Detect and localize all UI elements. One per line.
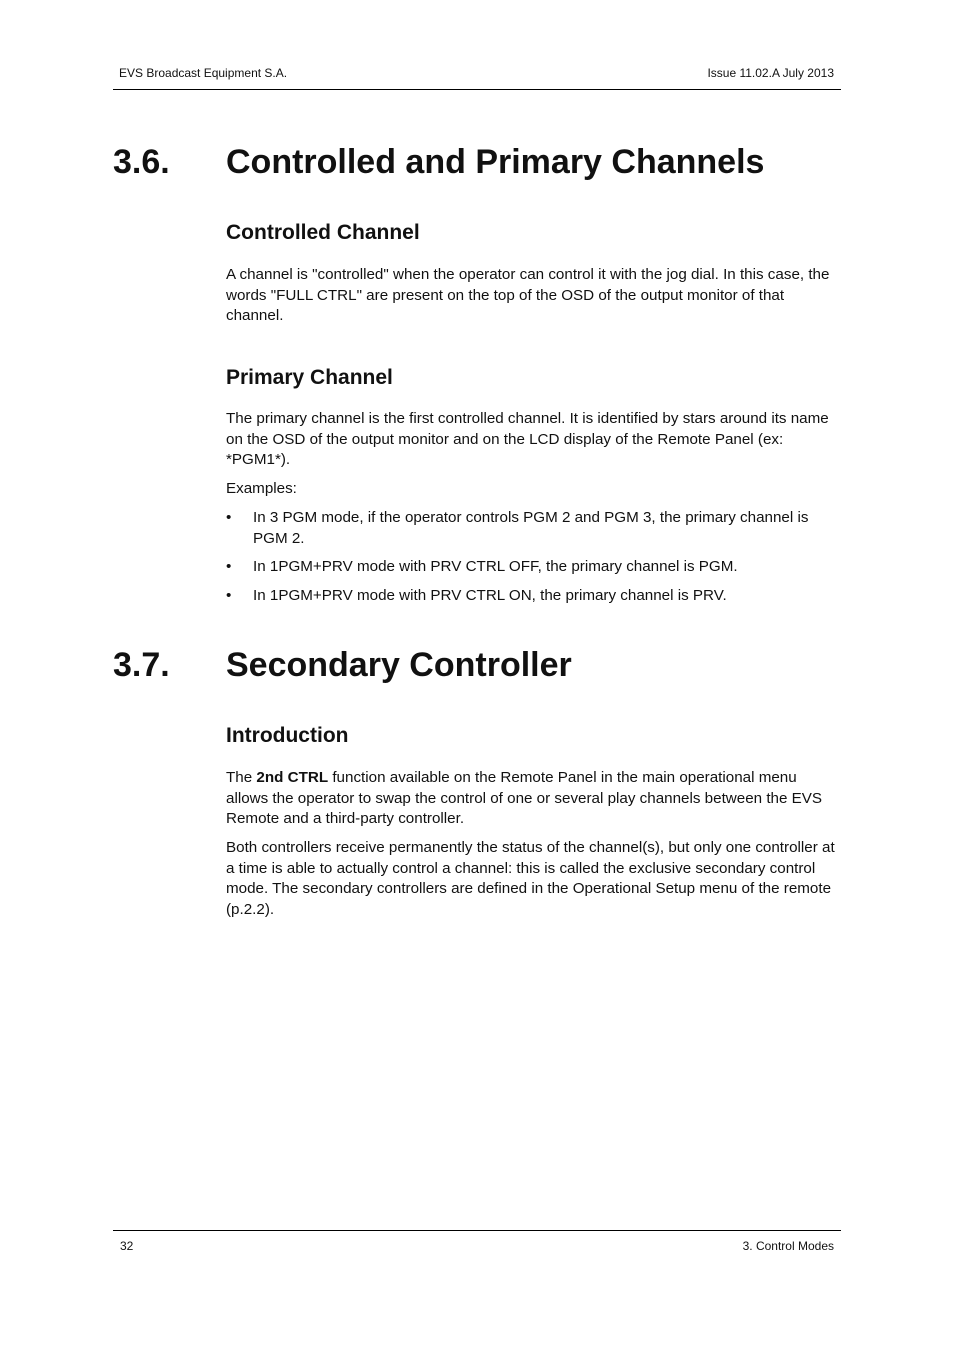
examples-label: Examples:: [226, 480, 297, 497]
page-number: 32: [120, 1239, 134, 1253]
paragraph-introduction-2: Both controllers receive permanently the status of the channel(s), but only one controller at a time is able to actually control a channel: this is called the exclusive secondary control mode. The secondary controllers are defined in the Operational Setup menu of the remote (p.2.2).: [226, 839, 835, 918]
section-number: 3.6.: [113, 143, 170, 181]
header-issue: Issue 11.02.A July 2013: [707, 66, 834, 80]
subheading-controlled-channel: Controlled Channel: [226, 221, 420, 244]
page-footer: [113, 1230, 841, 1254]
intro-text-end: function available on the Remote Panel in the main operational menu allows the operator to swap the control of one or several play channels between the EVS Remote and a third-party controller.: [226, 769, 823, 827]
paragraph-controlled-channel: A channel is "controlled" when the operator can control it with the jog dial. In this case, the words "FULL CTRL" are present on the top of the OSD of the output monitor of that channel.: [226, 266, 830, 324]
header-company: EVS Broadcast Equipment S.A.: [119, 66, 288, 80]
subheading-introduction: Introduction: [226, 724, 349, 747]
section-title-text: Secondary Controller: [226, 646, 572, 684]
section-number: 3.7.: [113, 646, 170, 684]
intro-bold-term: 2nd CTRL: [256, 769, 329, 786]
footer-chapter: 3. Control Modes: [742, 1239, 834, 1253]
intro-text-start: The: [226, 769, 257, 786]
subheading-primary-channel: Primary Channel: [226, 366, 393, 389]
list-item-text: In 1PGM+PRV mode with PRV CTRL ON, the primary channel is PRV.: [253, 587, 727, 604]
list-item-text: In 1PGM+PRV mode with PRV CTRL OFF, the primary channel is PGM.: [253, 558, 738, 575]
list-item-text: In 3 PGM mode, if the operator controls PGM 2 and PGM 3, the primary channel is PGM 2.: [253, 509, 809, 547]
bullet-icon: •: [226, 509, 232, 526]
paragraph-primary-channel: The primary channel is the first controlled channel. It is identified by stars around its name on the OSD of the output monitor and on the LCD display of the Remote Panel (ex: *PGM1*).: [226, 410, 829, 468]
bullet-icon: •: [226, 558, 232, 575]
bullet-icon: •: [226, 587, 232, 604]
section-title-text: Controlled and Primary Channels: [226, 143, 765, 181]
paragraph-introduction-1: [226, 768, 842, 830]
page-header: [113, 66, 841, 90]
